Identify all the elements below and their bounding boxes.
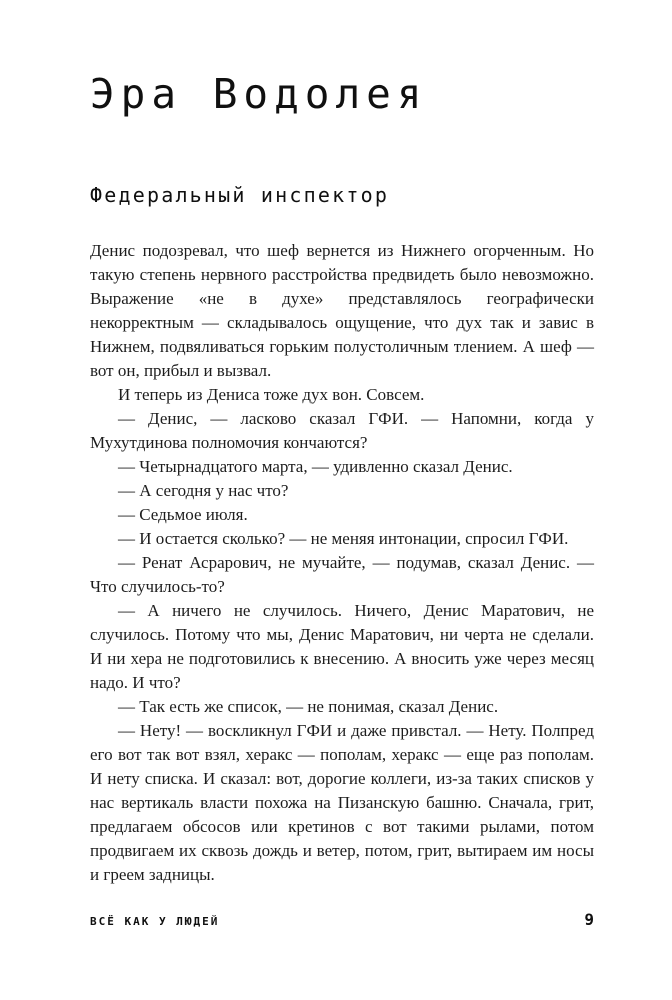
paragraph: — Ренат Асрарович, не мучайте, — подумав, сказал Денис. — Что случилось-то?: [90, 553, 594, 597]
paragraph: — А сегодня у нас что?: [118, 481, 289, 501]
paragraph: — Денис, — ласково сказал ГФИ. — Напомни, когда у Мухутдинова полномочия кончаются?: [90, 409, 594, 453]
paragraph: — Седьмое июля.: [118, 505, 248, 525]
paragraph: — Так есть же список, — не понимая, сказал Денис.: [118, 697, 499, 717]
page-footer: [90, 910, 594, 929]
paragraph: — И остается сколько? — не меняя интонации, спросил ГФИ.: [118, 529, 569, 549]
paragraph: — Четырнадцатого марта, — удивленно сказал Денис.: [118, 457, 513, 477]
paragraph: Денис подозревал, что шеф вернется из Нижнего огорченным. Но такую степень нервного расстройства предвидеть было невозможно. Выражение «не в духе» представлялось географически некорректным — складывалось ощущение, что дух так и завис в Нижнем, подвяливаться горьким полустоличным тлением. А шеф — вот он, прибыл и вызвал.: [90, 241, 594, 381]
body-text: [90, 239, 594, 887]
paragraph: И теперь из Дениса тоже дух вон. Совсем.: [118, 385, 425, 405]
running-book-title: ВСЁ КАК У ЛЮДЕЙ: [90, 915, 220, 928]
page-number: 9: [584, 910, 594, 929]
page-title: Эра Водолея: [90, 70, 428, 118]
paragraph: — Нету! — воскликнул ГФИ и даже привстал. — Нету. Полпред его вот так вот взял, херакс — пополам, херакс — еще раз пополам. И нету списка. И сказал: вот, дорогие коллеги, из-за таких списков у нас вертикаль власти похожа на Пизанскую башню. Сначала, грит, предлагаем обсосов или кретинов с вот такими рылами, потом продвигаем их сквозь дождь и ветер, потом, грит, вытираем им носы и греем задницы.: [90, 721, 594, 885]
section-heading: Федеральный инспектор: [90, 183, 390, 208]
paragraph: — А ничего не случилось. Ничего, Денис Маратович, не случилось. Потому что мы, Денис Маратович, ни черта не сделали. И ни хера не подготовились к внесению. А вносить уже через месяц надо. И что?: [90, 601, 594, 693]
